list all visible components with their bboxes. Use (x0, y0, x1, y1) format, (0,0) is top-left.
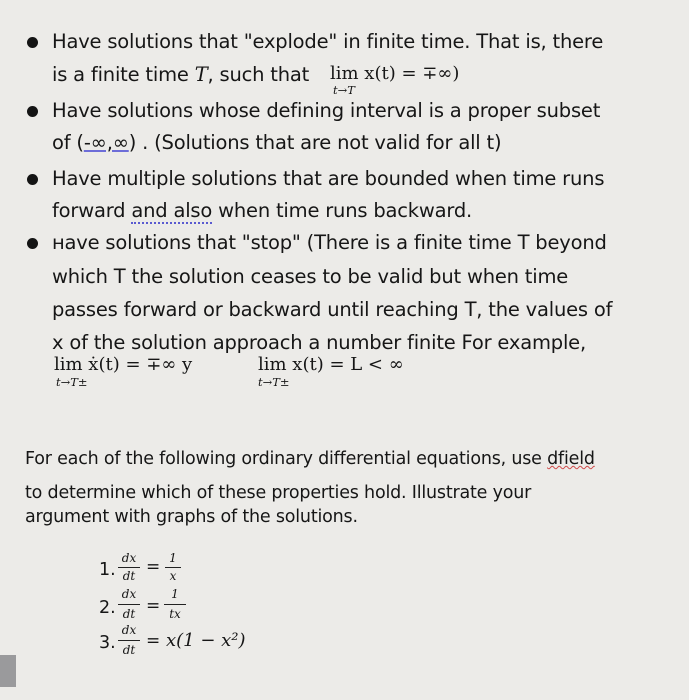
instruction-line-2: to determine which of these properties hold. Illustrate your (25, 483, 532, 503)
bullet-3-line-1: Have multiple solutions that are bounded when time runs (52, 167, 605, 190)
equation-3-lhs-numerator: dx (121, 623, 137, 637)
bullet-4-line-4: x of the solution approach a number finite For example, (52, 331, 586, 354)
equation-2-lhs-denominator: dt (122, 607, 136, 621)
equation-1-rhs-denominator: x (169, 569, 177, 583)
bullet-2-line-1: Have solutions whose defining interval is a proper subset (52, 99, 601, 122)
bullet-dot (27, 238, 38, 249)
page-edge-marker (0, 655, 16, 687)
equation-1-rhs-numerator: 1 (169, 551, 177, 565)
equation-3-equals: = (146, 631, 161, 651)
equation-1-lhs-denominator: dt (122, 569, 136, 583)
equation-2-rhs-numerator: 1 (171, 587, 179, 601)
bullet-4-line-1: ʜave solutions that "stop" (There is a finite time T beyond (52, 231, 607, 254)
equation-3-rhs: x(1 − x²) (166, 630, 246, 651)
equation-1-lhs-bar (118, 567, 140, 568)
equation-2-equals: = (146, 596, 161, 616)
bullet-3-line-2: forward and also when time runs backward. (52, 199, 473, 222)
instruction-line-1: For each of the following ordinary differential equations, use dfield (25, 449, 595, 469)
bullet-4-example-limit-2: lim x(t) = L < ∞ (258, 354, 404, 375)
equation-2-lhs-numerator: dx (121, 587, 137, 601)
bullet-1-limit-subscript: t→T (333, 83, 355, 97)
bullet-1-limit: lim x(t) = ∓∞) (330, 63, 460, 84)
equation-1-rhs-bar (165, 567, 181, 568)
bullet-4-line-3: passes forward or backward until reaching T, the values of (52, 298, 613, 321)
equation-1-number: 1. (99, 560, 116, 580)
instruction-line-3: argument with graphs of the solutions. (25, 507, 358, 527)
equation-2-lhs-bar (118, 604, 140, 605)
equation-1-lhs-numerator: dx (121, 551, 137, 565)
equation-3-number: 3. (99, 633, 116, 653)
equation-2-number: 2. (99, 598, 116, 618)
equation-1-equals: = (146, 557, 161, 577)
bullet-4-example-subscript-1: t→T± (56, 375, 88, 389)
bullet-1-line-2: is a finite time T, such that (52, 63, 310, 86)
equation-2-rhs-bar (164, 604, 186, 605)
bullet-4-example-subscript-2: t→T± (258, 375, 290, 389)
bullet-4-example-limit-1: lim ẋ(t) = ∓∞ y (54, 354, 193, 375)
bullet-2-line-2: of (-∞,∞) . (Solutions that are not valid for all t) (52, 131, 502, 154)
equation-3-lhs-denominator: dt (122, 643, 136, 657)
equation-2-rhs-denominator: tx (169, 607, 181, 621)
bullet-4-line-2: which T the solution ceases to be valid but when time (52, 265, 569, 288)
bullet-dot (27, 174, 38, 185)
bullet-1-line-1: Have solutions that "explode" in finite time. That is, there (52, 30, 604, 53)
bullet-dot (27, 37, 38, 48)
equation-3-lhs-bar (118, 640, 140, 641)
bullet-dot (27, 106, 38, 117)
